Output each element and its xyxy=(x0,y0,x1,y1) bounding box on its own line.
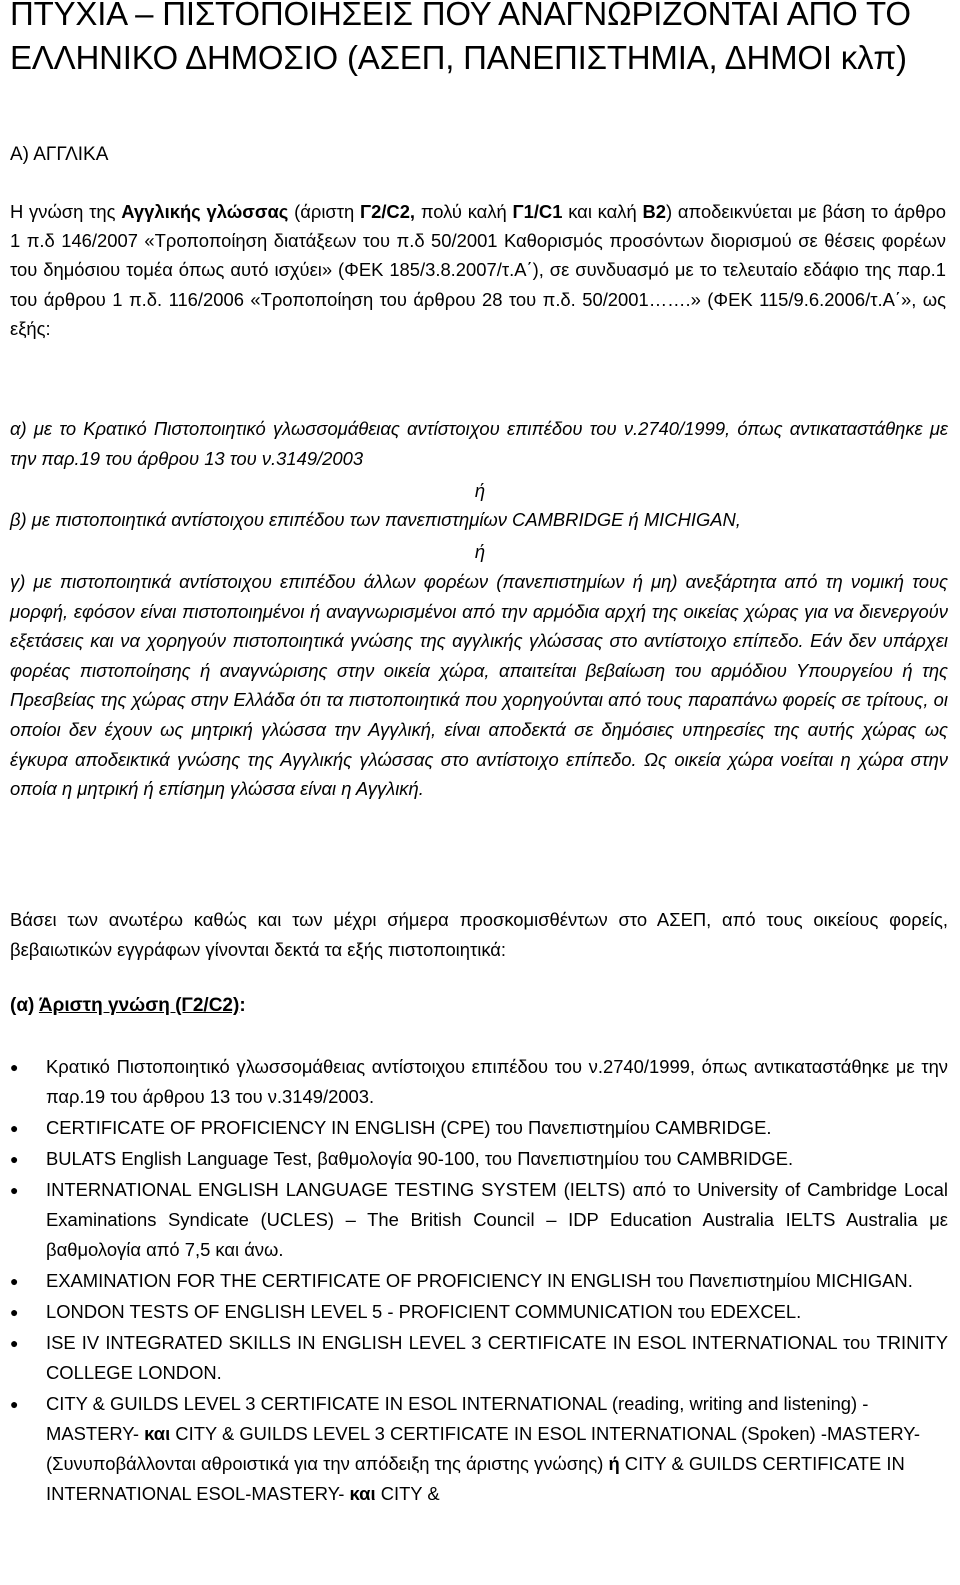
list-item: ● LONDON TESTS OF ENGLISH LEVEL 5 - PROFICIENT COMMUNICATION του EDEXCEL. xyxy=(0,1297,948,1327)
page-title: ΠΤΥΧΙΑ – ΠΙΣΤΟΠΟΙΗΣΕΙΣ ΠΟΥ ΑΝΑΓΝΩΡΙΖΟΝΤΑΙ ΑΠΟ ΤΟ ΕΛΛΗΝΙΚΟ ΔΗΜΟΣΙΟ (ΑΣΕΠ, ΠΑΝΕΠΙΣΤΗΜΙΑ, ΔΗΜΟΙ κλπ) xyxy=(10,0,911,76)
bullet-icon: ● xyxy=(10,1182,19,1198)
list-item: ● CERTIFICATE OF PROFICIENCY IN ENGLISH (CPE) του Πανεπιστημίου CAMBRIDGE. xyxy=(0,1113,948,1143)
basis-paragraph: Βάσει των ανωτέρω καθώς και των μέχρι σήμερα προσκομισθέντων στο ΑΣΕΠ, από τους οικείους φορείς, βεβαιωτικών εγγράφων γίνονται δεκτά τα εξής πιστοποιητικά: xyxy=(10,909,948,960)
bullet-icon: ● xyxy=(10,1120,19,1136)
list-item: ● CITY & GUILDS LEVEL 3 CERTIFICATE IN ESOL INTERNATIONAL (reading, writing and listening) -MASTERY- και CITY & GUILDS LEVEL 3 CERTIFICATE IN ESOL INTERNATIONAL (Spoken) -MASTERY- (Συνυποβάλλονται αθροιστικά για την απόδειξη της άριστης γνώσης) ή CITY & GUILDS CERTIFICATE IN INTERNATIONAL ESOL-MASTERY- και CITY & xyxy=(0,1389,948,1509)
list-item: ● BULATS English Language Test, βαθμολογία 90-100, του Πανεπιστημίου του CAMBRIDGE. xyxy=(0,1144,948,1174)
list-item: ● INTERNATIONAL ENGLISH LANGUAGE TESTING SYSTEM (IELTS) από το University of Cambridge Local Examinations Syndicate (UCLES) – The British Council – IDP Education Australia IELTS Australia με βαθμολογία από 7,5 και άνω. xyxy=(0,1175,948,1265)
bullet-icon: ● xyxy=(10,1396,19,1412)
or-separator-2: ή xyxy=(474,541,486,562)
or-separator-1: ή xyxy=(474,480,486,501)
intro-paragraph: Η γνώση της Αγγλικής γλώσσας (άριστη Γ2/C2, πολύ καλή Γ1/C1 και καλή Β2) αποδεικνύεται με βάση το άρθρο 1 π.δ 146/2007 «Τροποποίηση διατάξεων του π.δ 50/2001 Καθορισμός προσόντων διορισμού σε θέσεις φορέων του δημόσιου τομέα όπως αυτό ισχύει» (ΦΕΚ 185/3.8.2007/τ.Α΄), σε συνδυασμό με το τελευταίο εδάφιο της παρ.1 του άρθρου 1 π.δ. 116/2006 «Τροποποίηση του άρθρου 28 του π.δ. 50/2001…….» (ΦΕΚ 115/9.6.2006/τ.Α΄», ως εξής: xyxy=(10,201,947,339)
bullet-icon: ● xyxy=(10,1304,19,1320)
item-b-text: β) με πιστοποιητικά αντίστοιχου επιπέδου των πανεπιστημίων CAMBRIDGE ή MICHIGAN, xyxy=(10,509,741,530)
section-heading-english: Α) ΑΓΓΛΙΚΑ xyxy=(10,144,109,165)
list-item: ● ISE IV INTEGRATED SKILLS IN ENGLISH LEVEL 3 CERTIFICATE IN ESOL INTERNATIONAL του TRINITY COLLEGE LONDON. xyxy=(0,1328,948,1388)
certificate-list xyxy=(0,1052,948,1510)
item-a-text: α) με το Κρατικό Πιστοποιητικό γλωσσομάθειας αντίστοιχου επιπέδου του ν.2740/1999, όπως αντικαταστάθηκε με την παρ.19 του άρθρου 13 του ν.3149/2003 xyxy=(10,418,948,469)
bullet-icon: ● xyxy=(10,1335,19,1351)
bullet-icon: ● xyxy=(10,1273,19,1289)
bullet-icon: ● xyxy=(10,1151,19,1167)
item-c-text: γ) με πιστοποιητικά αντίστοιχου επιπέδου άλλων φορέων (πανεπιστημίων ή μη) ανεξάρτητα από τη νομική τους μορφή, εφόσον είναι πιστοποιημένοι ή αναγνωρισμένοι από την αρμόδια αρχή της οικείας χώρας για να διενεργούν εξετάσεις και να χορηγούν πιστοποιητικά γνώσης της αγγλικής γλώσσας στο αντίστοιχο επίπεδο. Εάν δεν υπάρχει φορέας πιστοποίησης ή αναγνώρισης στην οικεία χώρα, απαιτείται βεβαίωση του αρμόδιου Υπουργείου ή της Πρεσβείας της χώρας στην Ελλάδα ότι τα πιστοποιητικά που χορηγούνται από τους παραπάνω φορείς σε τρίτους, οι οποίοι δεν έχουν ως μητρική γλώσσα την Αγγλική, είναι αποδεκτά σε δημόσιες υπηρεσίες της αυτής χώρας ως έγκυρα αποδεικτικά γνώσης της Αγγλικής γλώσσας στο αντίστοιχο επίπεδο. Ως οικεία χώρα νοείται η χώρα στην οποία η μητρική ή επίσημη γλώσσα είναι η Αγγλική. xyxy=(10,571,948,800)
bullet-icon: ● xyxy=(10,1059,19,1075)
list-item: ● EXAMINATION FOR THE CERTIFICATE OF PROFICIENCY IN ENGLISH του Πανεπιστημίου MICHIGAN. xyxy=(0,1266,948,1296)
list-item: ● Κρατικό Πιστοποιητικό γλωσσομάθειας αντίστοιχου επιπέδου του ν.2740/1999, όπως αντικαταστάθηκε με την παρ.19 του άρθρου 13 του ν.3149/2003. xyxy=(0,1052,948,1112)
subheading-excellent: (α) Άριστη γνώση (Γ2/C2): xyxy=(10,995,246,1016)
